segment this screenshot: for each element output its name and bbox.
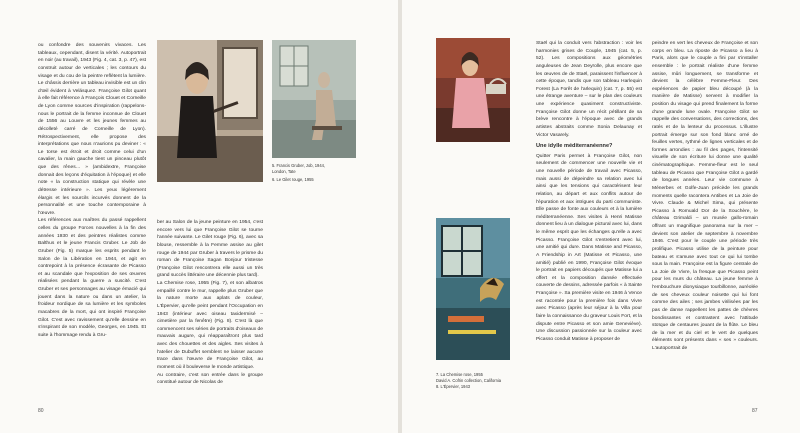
paragraph: peindre en vert les cheveux de Françoise et son corps en bleu. La riposte de Picasso a lieu à Paris, alors que le couple a fini par s'installer ensemble : le portrait réaliste d'une femme assise, mûri longuement, se transforme et devient la célèbre Femme-Fleur. Des expériences de papier bleu découpé (à la manière de Matisse) servent à modifier la position du visage qui prend finalement la forme d'une grande lune ovale. Françoise Gilot se rappelle des conversations, des corrections, des ratés et de la lenteur du processus. L'illustre portrait émerge sur son fond blanc orné de feuilles vertes, rythmé de lignes verticales et de formes arrondies : au fil des pages, l'intensité visuelle de son écriture lui donne une qualité cinématographique. Femme-fleur est le seul tableau de Picasso que Françoise Gilot a gardé de longues années. Leur vie commune à Ménerbes et Golfe-Juan précède les grands moments quelle racontera Antibes et La Joie de Vivre. Claude & Michel Sima, qui présente Picasso à Romuald Dor de la Souchère, le château Grimaldi – un musée gallo-romain offrant un magnifique panorama sur la mer – devient son atelier de septembre à novembre 1946. C'est pour le couple une période très prolifique. Picasso utilise de la peinture pour bateau et s'amuse avec tout ce qui lui tombe sous la main. Françoise est la figure centrale de La Joie de Vivre, la fresque que Picasso peint pour les murs du château. La jeune femme à l'embouchure dionysiaque tourbillonne, auréolée de ses cheveux couleur noisette qui lui font comme des ailes ; ses jambes virilisées par les pas de danse rappellent les pattes de chèvres bondissantes et contrastent avec l'attitude stoïque de centaures jouant de la flûte. Le bleu de la mer et du ciel et le vert de quelques éléments sont présents dans « ses » couleurs. L'autoportrait de (652, 41, 758, 351)
figure-7-8-captions (436, 372, 526, 390)
caption-line: 7. La Chemise rose, 1955 (436, 372, 483, 377)
left-page (0, 0, 398, 433)
paragraph: Les références aux maîtres du passé rappellent celles du groupe Forces nouvelles à la fin des années 1930 et des peintres réalistes comme Balthus et le jeune Francis Gruber. Le Job de Gruber (Fig. 5) marque les esprits pendant le Salon de la Libération en 1944, et agit en contrepoint à la présence écrasante de Picasso et au scandale que l'exposition de ses œuvres réalisées pendant la guerre a suscité. C'est Gruber et ses personnages au visage émacié qui jouent dans la nature ou dans un atelier, la froideur nordique de sa lumière et les symboles macabres de la mort, qui ont inspiré Françoise Gilot. C'est avec ravissement qu'elle dessine en s'inspirant de son modèle, Georges, en 1945. Et suite à l'hommage rendu à Gru- (38, 218, 146, 338)
figure-8-epervier (436, 218, 510, 360)
caption-line: 5. Francis Gruber, Job, 1944, (272, 163, 326, 168)
paragraph: Au contraire, c'est son entrée dans le groupe constitué autour de Nicolas de (157, 372, 263, 386)
figure-5-caption (272, 163, 362, 175)
paragraph: Quitter Paris permet à Françoise Gilot, non seulement de commencer une nouvelle vie et une nouvelle période de travail avec Picasso, mais aussi de dépeindre sa relation avec lui ainsi que les tensions qui caractérisent leur relation, au départ et aux conflits autour de l'épuration et aux intrigues du parti communiste. Elle passe de fonte aux couleurs et à la lumière méditerranéenne. Ses visites à Henri Matisse donnent lieu à un dialogue pictural avec lui, dans le même esprit que les échanges qu'elle a avec Picasso. Françoise Gilot s'entretient avec lui, une amitié qui dure. Dans Matisse and Picasso, A Friendship in Art (Matisse et Picasso, une amitié) publié en 1990, Françoise Gilot évoque le portrait en papiers découpés que Matisse lui a offert et la composition dansée effectuée couverte de dessins, adressée parfois « à Sainte Françoise ». Sa première visite en 1946 à Vence est racontée pour la première fois dans Vivre avec Picasso (après leur séjour à la Villa pour faire la connaissance du graveur Louis Fort, et la dispute entre Picasso et son amie Geneviève). Une discussion passionnée sur la couleur avec Picasso conduit Matisse à proposer de (536, 153, 642, 342)
right-page (402, 0, 800, 433)
figure-4-self-portrait (157, 40, 263, 182)
paragraph: ou confondre des souvenirs vivaces. Les tableaux, cependant, disent la vérité. Autoportrait en noir (au travail), 1943 (Fig. 4, cat. 3, p. 47), est construit autour de verticales ; les contours du visage et du cou de la peintre reflètent la lumière. Le châssis derrière un tableau invisible est un clin d'œil évident à Velásquez. Françoise Gilot quant à elle fait référence à François Clouet et Corneille de Lyon comme sources d'inspiration (rappelons-nous le portrait de la femme inconnue de Clouet de 1556 au Louvre et les jeunes femmes au décolleté carré de Corneille de Lyon). Rétrospectivement, elle propose des interprétations que nous n'aurions pu deviner : « Le torse est étroit et droit comme celui d'un cavalier, la main gauche tient un pinceau plutôt que des rênes… » (ambidextre, Françoise donnait des leçons d'équitation à l'époque) et elle note « la construction statique qui révèle une détresse intérieure ». Les yeux légèrement élargis et les sourcils incurvés donnent de la personnalité et une touche contemporaine à l'œuvre. (38, 43, 146, 216)
right-text-column-1 (536, 40, 642, 410)
page-number-right: 87 (752, 408, 758, 414)
caption-line: 8. L'Épervier, 1943 (436, 384, 471, 389)
caption-line: David A. Cofrin collection, California (436, 378, 502, 383)
paragraph: La Chemise rose, 1955 (Fig. 7), et son albatros empaillé contre le mur, rappelle plus Gruber que la nature morte aux aplats de couleur, L'Épervier, qu'elle peint pendant l'Occupation en 1943 (intérieur avec oiseau taxidermisé – cimetière par la fenêtre) (Fig. 8). C'est là que commencent ses séries de portraits d'oiseaux de mauvais augure, qui réapparaîtront plus tard avec des chouettes et des aigles. Ses visites à l'atelier de Dubuffet semblent ne laisser aucune trace dans l'œuvre de Françoise Gilot, au moment où il bouleverse le monde artistique. (157, 281, 263, 370)
figure-5-gruber-job (272, 40, 356, 158)
right-text-column-2 (652, 40, 758, 410)
section-heading: Une idylle méditerranéenne? (536, 143, 613, 150)
caption-line: London, Tate (272, 169, 296, 174)
figure-6-caption (272, 177, 362, 183)
figure-7-chemise-rose (436, 38, 510, 142)
page-number-left: 80 (38, 408, 44, 414)
paragraph: ber au Salon de la jeune peinture en 1954, c'est encore vers lui que Françoise Gilot se tourne l'année suivante. Le Gilet rouge (Fig. 6), avec sa blouse, ressemble à la Femme assise au gilet rouge de 1944 par Gruber à travers le prisme du roman de Françoise Sagan Bonjour tristesse (Françoise Gilot rencontrera elle aussi un très grand succès littéraire une décennie plus tard). (157, 220, 263, 279)
left-text-column-2 (157, 219, 263, 409)
paragraph: Staël qui la conduit vers l'abstraction : voir les harmonies grises de Couple, 1945 (cat. 5, p. 52). Les compositions aux géométries anguleuses de Jean Deyrolle, plus encore que les œuvres de de Staël, paraissent l'influencer à cette époque, tandis que son tableau Harlequin Forest (La Forêt de l'arlequin) (cat. 7, p. 55) est une étrange aventure – sur le plan des couleurs une expérience quasiment constructiviste. Françoise Gilot donne un récit pétillant de sa brève rencontre à l'époque avec de grands artistes abstraits comme Sonia Delaunay et Victor Vasarely. (536, 41, 642, 138)
caption-line: 6. Le Gilet rouge, 1955 (272, 177, 314, 182)
left-text-column-1 (38, 42, 146, 402)
